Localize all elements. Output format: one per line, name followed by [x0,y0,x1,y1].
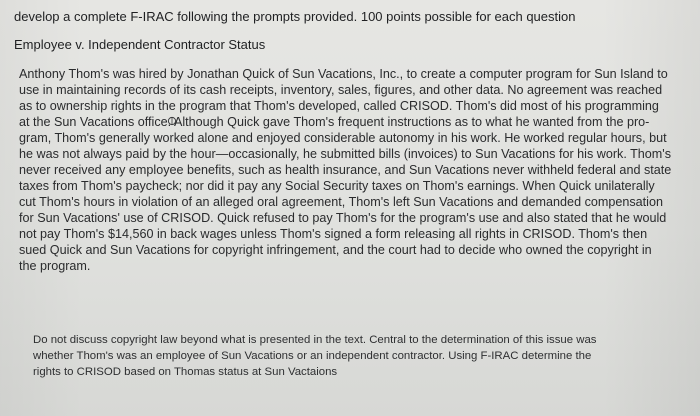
case-line: at the Sun Vacations office. Although Quick gave Thom's frequent instructions as to what he wanted from the pro- [19,115,650,129]
question-paragraph [33,332,653,380]
case-line: for Sun Vacations' use of CRISOD. Quick refused to pay Thom's for the program's use and also stated that he would [19,211,667,225]
case-line: Anthony Thom's was hired by Jonathan Quick of Sun Vacations, Inc., to create a computer program for Sun Island to [19,67,668,81]
question-title: Employee v. Independent Contractor Status [14,37,266,52]
question-line: rights to CRISOD based on Thomas status at Sun Vactaions [33,366,338,378]
case-line: never received any employee benefits, such as health insurance, and Sun Vacations never withheld federal and state [19,163,672,177]
case-line: use in maintaining records of its cash receipts, inventory, sales, figures, and other data. No agreement was reached [19,83,663,97]
case-line: gram, Thom's generally worked alone and enjoyed considerable autonomy in his work. He worked regular hours, but [19,131,667,145]
case-line: sued Quick and Sun Vacations for copyright infringement, and the court had to decide who owned the copyright in [19,243,652,257]
case-line: the program. [19,259,91,273]
text-cursor-icon [167,116,177,126]
case-line: as to ownership rights in the program that Thom's developed, called CRISOD. Thom's did most of his programming [19,99,659,113]
case-facts-paragraph [19,66,679,274]
question-line: Do not discuss copyright law beyond what is presented in the text. Central to the determination of this issue was [33,334,597,346]
instruction-line: develop a complete F-IRAC following the prompts provided. 100 points possible for each question [14,9,576,24]
case-line: taxes from Thom's paycheck; nor did it pay any Social Security taxes on Thom's earnings. When Quick unilaterally [19,179,655,193]
case-line: cut Thom's hours in violation of an alleged oral agreement, Thom's left Sun Vacations and demanded compensation [19,195,663,209]
question-line: whether Thom's was an employee of Sun Vacations or an independent contractor. Using F-IRAC determine the [33,350,592,362]
case-line: not pay Thom's $14,560 in back wages unless Thom's signed a form releasing all rights in CRISOD. Thom's then [19,227,648,241]
case-line: he was not always paid by the hour—occasionally, he submitted bills (invoices) to Sun Vacations for his work. Thom's [19,147,671,161]
